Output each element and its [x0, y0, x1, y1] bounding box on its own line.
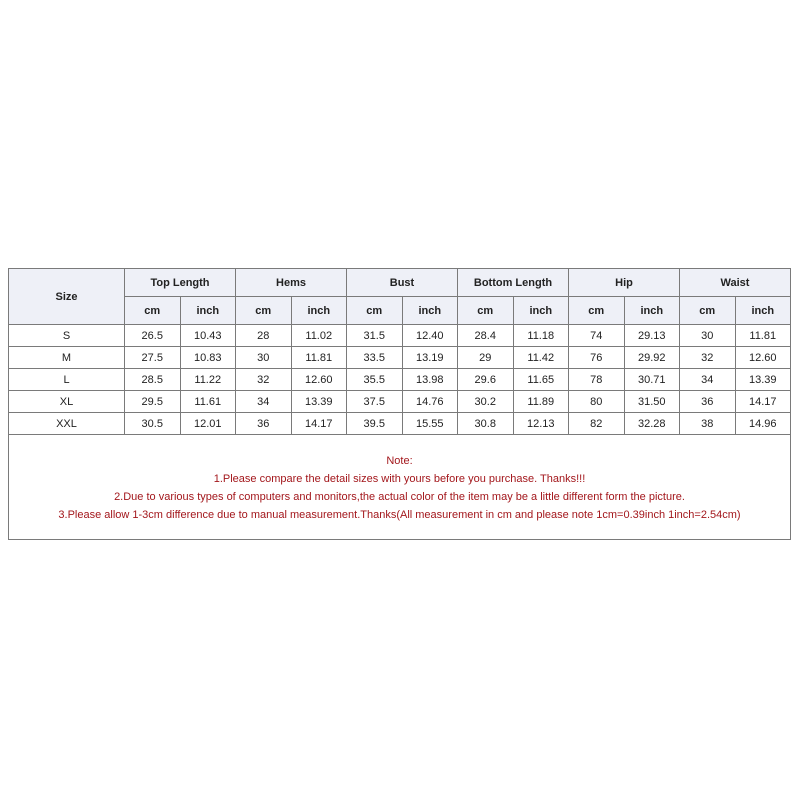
group-header: Hip	[569, 269, 680, 297]
group-header: Top Length	[125, 269, 236, 297]
unit-header: cm	[680, 297, 736, 325]
value-cell: 11.81	[735, 325, 791, 347]
value-cell: 13.39	[291, 391, 347, 413]
value-cell: 12.60	[291, 369, 347, 391]
size-cell: L	[9, 369, 125, 391]
value-cell: 11.22	[180, 369, 236, 391]
value-cell: 28	[236, 325, 292, 347]
size-table	[8, 268, 791, 540]
size-chart	[8, 268, 791, 540]
value-cell: 30	[680, 325, 736, 347]
value-cell: 31.5	[347, 325, 403, 347]
unit-header: inch	[291, 297, 347, 325]
unit-header: cm	[569, 297, 625, 325]
value-cell: 39.5	[347, 413, 403, 435]
value-cell: 76	[569, 347, 625, 369]
value-cell: 34	[680, 369, 736, 391]
group-header: Hems	[236, 269, 347, 297]
note-cell	[9, 435, 791, 540]
group-header: Bottom Length	[458, 269, 569, 297]
value-cell: 30.2	[458, 391, 514, 413]
value-cell: 29.5	[125, 391, 181, 413]
value-cell: 11.02	[291, 325, 347, 347]
value-cell: 78	[569, 369, 625, 391]
value-cell: 28.4	[458, 325, 514, 347]
value-cell: 32.28	[624, 413, 680, 435]
value-cell: 35.5	[347, 369, 403, 391]
table-row	[9, 369, 791, 391]
value-cell: 33.5	[347, 347, 403, 369]
unit-header: inch	[624, 297, 680, 325]
unit-header: cm	[347, 297, 403, 325]
value-cell: 32	[236, 369, 292, 391]
value-cell: 11.89	[513, 391, 569, 413]
unit-header: cm	[236, 297, 292, 325]
group-header: Waist	[680, 269, 791, 297]
value-cell: 30.71	[624, 369, 680, 391]
value-cell: 29.92	[624, 347, 680, 369]
value-cell: 12.60	[735, 347, 791, 369]
note-line-3: 3.Please allow 1-3cm difference due to manual measurement.Thanks(All measurement in cm and please note 1cm=0.39inch 1inch=2.54cm)	[58, 509, 741, 521]
value-cell: 32	[680, 347, 736, 369]
value-cell: 14.17	[291, 413, 347, 435]
note-line-2: 2.Due to various types of computers and monitors,the actual color of the item may be a little different form the picture.	[114, 491, 685, 503]
table-row	[9, 325, 791, 347]
size-cell: M	[9, 347, 125, 369]
note-title: Note:	[386, 455, 413, 467]
value-cell: 30.5	[125, 413, 181, 435]
unit-header: cm	[125, 297, 181, 325]
value-cell: 12.40	[402, 325, 458, 347]
value-cell: 10.83	[180, 347, 236, 369]
header-row-groups	[9, 269, 791, 297]
value-cell: 34	[236, 391, 292, 413]
value-cell: 36	[236, 413, 292, 435]
value-cell: 30	[236, 347, 292, 369]
value-cell: 30.8	[458, 413, 514, 435]
table-row	[9, 347, 791, 369]
value-cell: 37.5	[347, 391, 403, 413]
value-cell: 31.50	[624, 391, 680, 413]
value-cell: 11.81	[291, 347, 347, 369]
size-cell: XXL	[9, 413, 125, 435]
value-cell: 12.01	[180, 413, 236, 435]
value-cell: 11.61	[180, 391, 236, 413]
value-cell: 13.19	[402, 347, 458, 369]
unit-header: inch	[735, 297, 791, 325]
value-cell: 14.76	[402, 391, 458, 413]
size-header: Size	[9, 269, 125, 325]
value-cell: 13.39	[735, 369, 791, 391]
value-cell: 74	[569, 325, 625, 347]
value-cell: 14.17	[735, 391, 791, 413]
unit-header: inch	[513, 297, 569, 325]
table-row	[9, 391, 791, 413]
value-cell: 29.13	[624, 325, 680, 347]
value-cell: 29.6	[458, 369, 514, 391]
value-cell: 29	[458, 347, 514, 369]
note-line-1: 1.Please compare the detail sizes with yours before you purchase. Thanks!!!	[213, 473, 586, 485]
unit-header: cm	[458, 297, 514, 325]
value-cell: 11.42	[513, 347, 569, 369]
unit-header: inch	[180, 297, 236, 325]
value-cell: 10.43	[180, 325, 236, 347]
header-row-units	[9, 297, 791, 325]
table-row	[9, 413, 791, 435]
unit-header: inch	[402, 297, 458, 325]
size-cell: XL	[9, 391, 125, 413]
size-cell: S	[9, 325, 125, 347]
value-cell: 28.5	[125, 369, 181, 391]
value-cell: 11.18	[513, 325, 569, 347]
value-cell: 38	[680, 413, 736, 435]
value-cell: 36	[680, 391, 736, 413]
value-cell: 11.65	[513, 369, 569, 391]
value-cell: 27.5	[125, 347, 181, 369]
value-cell: 15.55	[402, 413, 458, 435]
value-cell: 13.98	[402, 369, 458, 391]
value-cell: 26.5	[125, 325, 181, 347]
group-header: Bust	[347, 269, 458, 297]
value-cell: 80	[569, 391, 625, 413]
value-cell: 12.13	[513, 413, 569, 435]
value-cell: 82	[569, 413, 625, 435]
value-cell: 14.96	[735, 413, 791, 435]
